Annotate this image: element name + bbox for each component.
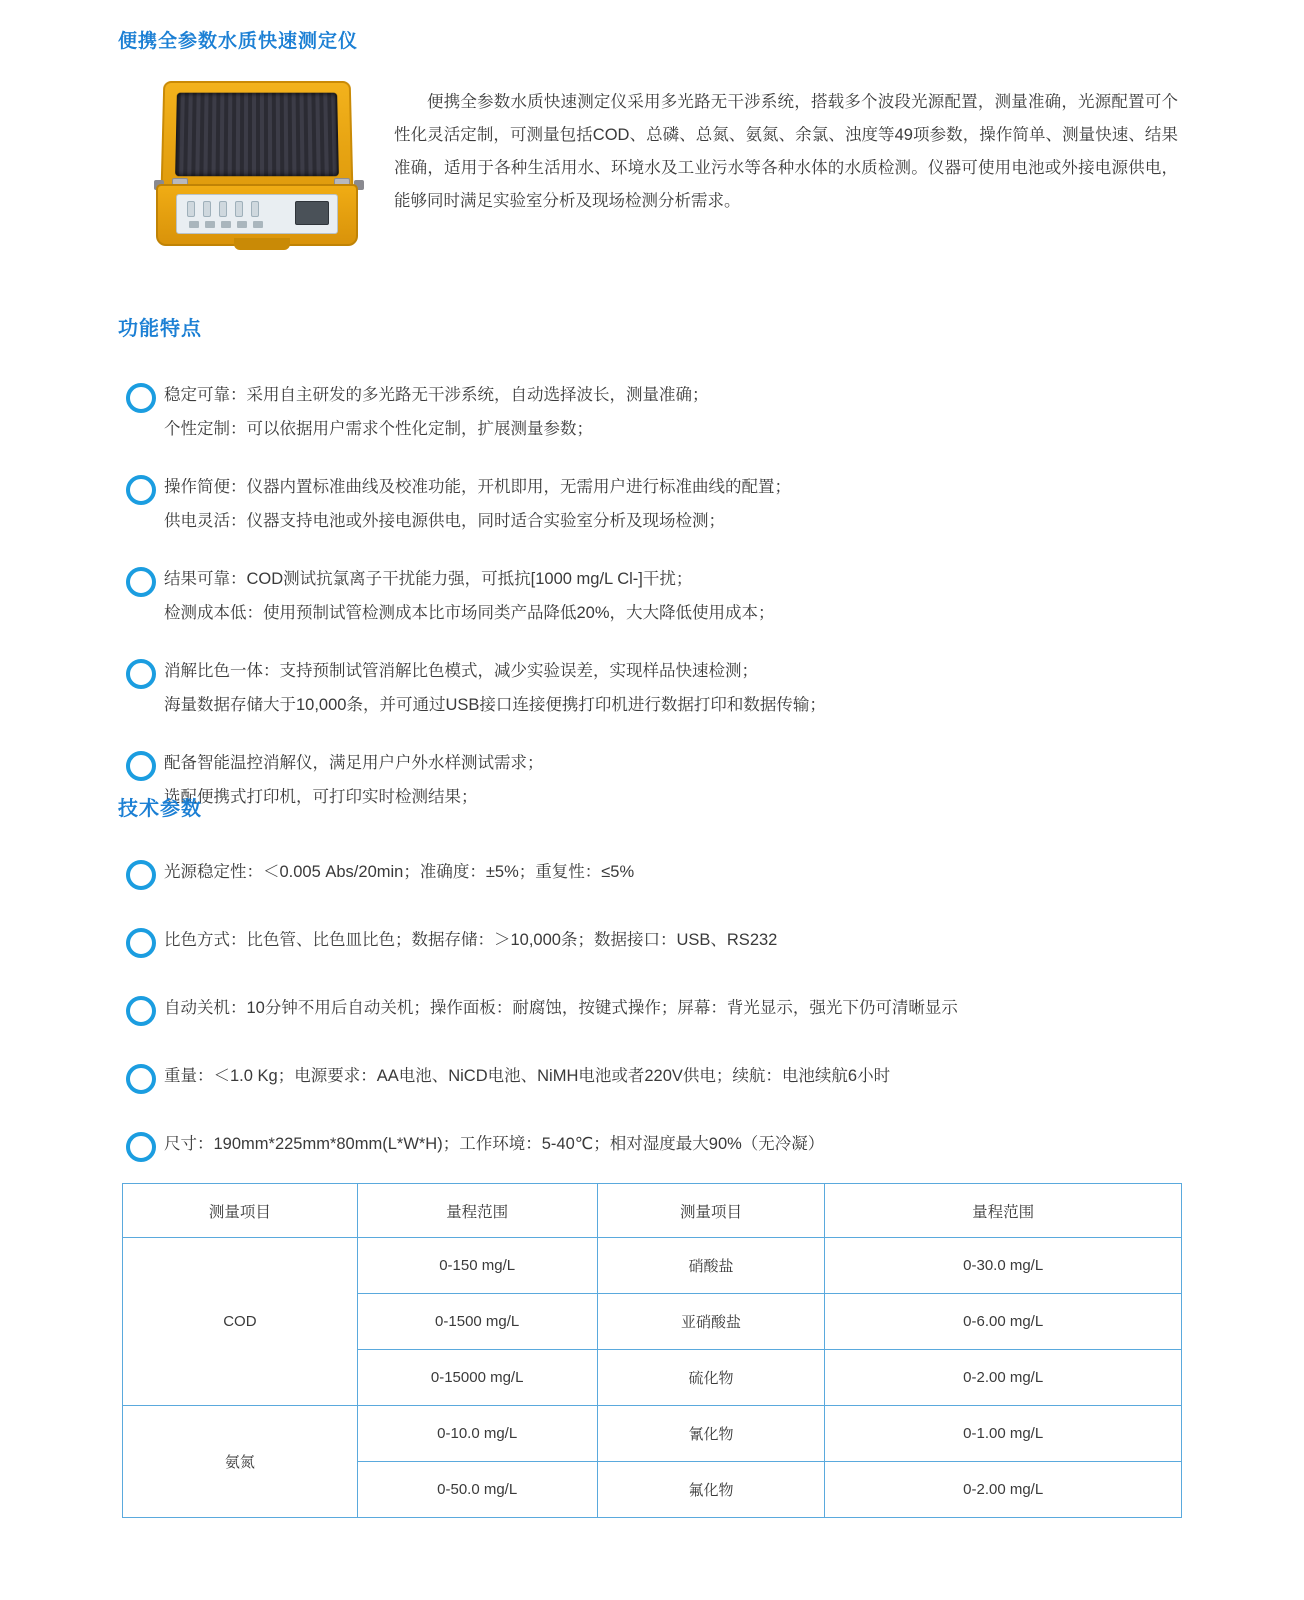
bullet-mark: [118, 562, 164, 597]
list-item-text: [164, 654, 1188, 722]
list-item-text: [164, 470, 1188, 538]
list-item-text: [164, 1127, 1188, 1161]
panel-key: [253, 221, 263, 228]
table-cell-param: COD: [123, 1238, 358, 1406]
suitcase-illustration: [148, 80, 373, 260]
list-item-text: [164, 1059, 1188, 1093]
table-cell-range: 0-50.0 mg/L: [357, 1462, 597, 1518]
ring-bullet-icon: [126, 996, 156, 1026]
case-handle: [234, 238, 290, 250]
spec-line: 光源稳定性：＜0.005 Abs/20min；准确度：±5%；重复性：≤5%: [164, 863, 635, 881]
table-header-cell: 测量项目: [123, 1184, 358, 1238]
spec-line: 自动关机：10分钟不用后自动关机；操作面板：耐腐蚀，按键式操作；屏幕：背光显示，强光下仍可清晰显示: [164, 999, 958, 1017]
table-cell-param: 氰化物: [597, 1406, 825, 1462]
case-body: [156, 184, 358, 246]
ring-bullet-icon: [126, 860, 156, 890]
feature-line: 配备智能温控消解仪，满足用户户外水样测试需求；: [164, 754, 544, 772]
table-cell-param: 氟化物: [597, 1462, 825, 1518]
list-item: [118, 562, 1188, 630]
ring-bullet-icon: [126, 567, 156, 597]
list-item: [118, 923, 1188, 958]
list-item: [118, 378, 1188, 446]
list-item: [118, 1059, 1188, 1094]
instrument-panel: [176, 194, 338, 234]
table-cell-range: 0-6.00 mg/L: [825, 1294, 1182, 1350]
panel-key: [189, 221, 199, 228]
table-header-cell: 测量项目: [597, 1184, 825, 1238]
spec-line: 比色方式：比色管、比色皿比色；数据存储：＞10,000条；数据接口：USB、RS232: [164, 931, 778, 949]
feature-line: 结果可靠：COD测试抗氯离子干扰能力强，可抵抗[1000 mg/L Cl-]干扰；: [164, 570, 693, 588]
spec-line: 尺寸：190mm*225mm*80mm(L*W*H)；工作环境：5-40℃；相对湿度最大90%（无冷凝）: [164, 1135, 825, 1153]
spec-line: 重量：＜1.0 Kg；电源要求：AA电池、NiCD电池、NiMH电池或者220V供电；续航：电池续航6小时: [164, 1067, 891, 1085]
page-title: 便携全参数水质快速测定仪: [118, 31, 359, 52]
section-heading-features: 功能特点: [118, 318, 202, 340]
list-item: [118, 746, 1188, 814]
cuvette-tube: [219, 201, 227, 217]
product-image: [118, 72, 388, 262]
bullet-mark: [118, 991, 164, 1026]
table-cell-range: 0-150 mg/L: [357, 1238, 597, 1294]
list-item: [118, 470, 1188, 538]
list-item-text: [164, 855, 1188, 889]
bullet-mark: [118, 1127, 164, 1162]
feature-line: 消解比色一体：支持预制试管消解比色模式，减少实验误差，实现样品快速检测；: [164, 662, 758, 680]
ring-bullet-icon: [126, 928, 156, 958]
list-item: [118, 855, 1188, 890]
bullet-mark: [118, 923, 164, 958]
list-item-text: [164, 746, 1188, 814]
case-foam: [175, 93, 339, 177]
ring-bullet-icon: [126, 1064, 156, 1094]
measurement-range-table-wrap: [122, 1183, 1182, 1518]
section-heading-specs: 技术参数: [118, 798, 202, 820]
feature-line: 稳定可靠：采用自主研发的多光路无干涉系统，自动选择波长，测量准确；: [164, 386, 709, 404]
list-item: [118, 654, 1188, 722]
specs-list: [118, 855, 1188, 1195]
table-header-row: [123, 1184, 1182, 1238]
table-cell-range: 0-2.00 mg/L: [825, 1350, 1182, 1406]
table-row: [123, 1406, 1182, 1462]
ring-bullet-icon: [126, 475, 156, 505]
table-cell-range: 0-15000 mg/L: [357, 1350, 597, 1406]
ring-bullet-icon: [126, 751, 156, 781]
table-cell-param: 氨氮: [123, 1406, 358, 1518]
table-cell-param: 硫化物: [597, 1350, 825, 1406]
table-cell-range: 0-1500 mg/L: [357, 1294, 597, 1350]
cuvette-tube: [235, 201, 243, 217]
ring-bullet-icon: [126, 1132, 156, 1162]
list-item-text: [164, 562, 1188, 630]
product-description: [388, 72, 1178, 218]
ring-bullet-icon: [126, 659, 156, 689]
list-item: [118, 991, 1188, 1026]
panel-key: [205, 221, 215, 228]
table-cell-param: 硝酸盐: [597, 1238, 825, 1294]
table-row: [123, 1238, 1182, 1294]
bullet-mark: [118, 1059, 164, 1094]
bullet-mark: [118, 378, 164, 413]
bullet-mark: [118, 470, 164, 505]
feature-line: 供电灵活：仪器支持电池或外接电源供电，同时适合实验室分析及现场检测；: [164, 512, 725, 530]
table-cell-param: 亚硝酸盐: [597, 1294, 825, 1350]
feature-line: 操作简便：仪器内置标准曲线及校准功能，开机即用，无需用户进行标准曲线的配置；: [164, 478, 791, 496]
intro-block: [118, 72, 1178, 262]
table-cell-range: 0-10.0 mg/L: [357, 1406, 597, 1462]
list-item: [118, 1127, 1188, 1162]
table-header-cell: 量程范围: [357, 1184, 597, 1238]
panel-key: [221, 221, 231, 228]
features-list: [118, 378, 1188, 838]
product-description-text: 便携全参数水质快速测定仪采用多光路无干涉系统，搭载多个波段光源配置，测量准确，光源配置可个性化灵活定制，可测量包括COD、总磷、总氮、氨氮、余氯、浊度等49项参数，操作简单、测量快速、结果准确，适用于各种生活用水、环境水及工业污水等各种水体的水质检测。仪器可使用电池或外接电源供电，能够同时满足实验室分析及现场检测分析需求。: [394, 93, 1178, 210]
case-lid: [161, 81, 354, 188]
feature-line: 选配便携式打印机，可打印实时检测结果；: [164, 788, 478, 806]
measurement-range-table: [122, 1183, 1182, 1518]
table-cell-range: 0-2.00 mg/L: [825, 1462, 1182, 1518]
cuvette-tube: [187, 201, 195, 217]
table-cell-range: 0-1.00 mg/L: [825, 1406, 1182, 1462]
feature-line: 个性定制：可以依据用户需求个性化定制，扩展测量参数；: [164, 420, 593, 438]
bullet-mark: [118, 855, 164, 890]
feature-line: 海量数据存储大于10,000条，并可通过USB接口连接便携打印机进行数据打印和数据传输；: [164, 696, 826, 714]
cuvette-tube: [251, 201, 259, 217]
display-screen: [295, 201, 329, 225]
panel-key: [237, 221, 247, 228]
ring-bullet-icon: [126, 383, 156, 413]
bullet-mark: [118, 654, 164, 689]
list-item-text: [164, 991, 1188, 1025]
cuvette-tube: [203, 201, 211, 217]
list-item-text: [164, 923, 1188, 957]
bullet-mark: [118, 746, 164, 781]
list-item-text: [164, 378, 1188, 446]
feature-line: 检测成本低：使用预制试管检测成本比市场同类产品降低20%，大大降低使用成本；: [164, 604, 775, 622]
table-header-cell: 量程范围: [825, 1184, 1182, 1238]
table-cell-range: 0-30.0 mg/L: [825, 1238, 1182, 1294]
